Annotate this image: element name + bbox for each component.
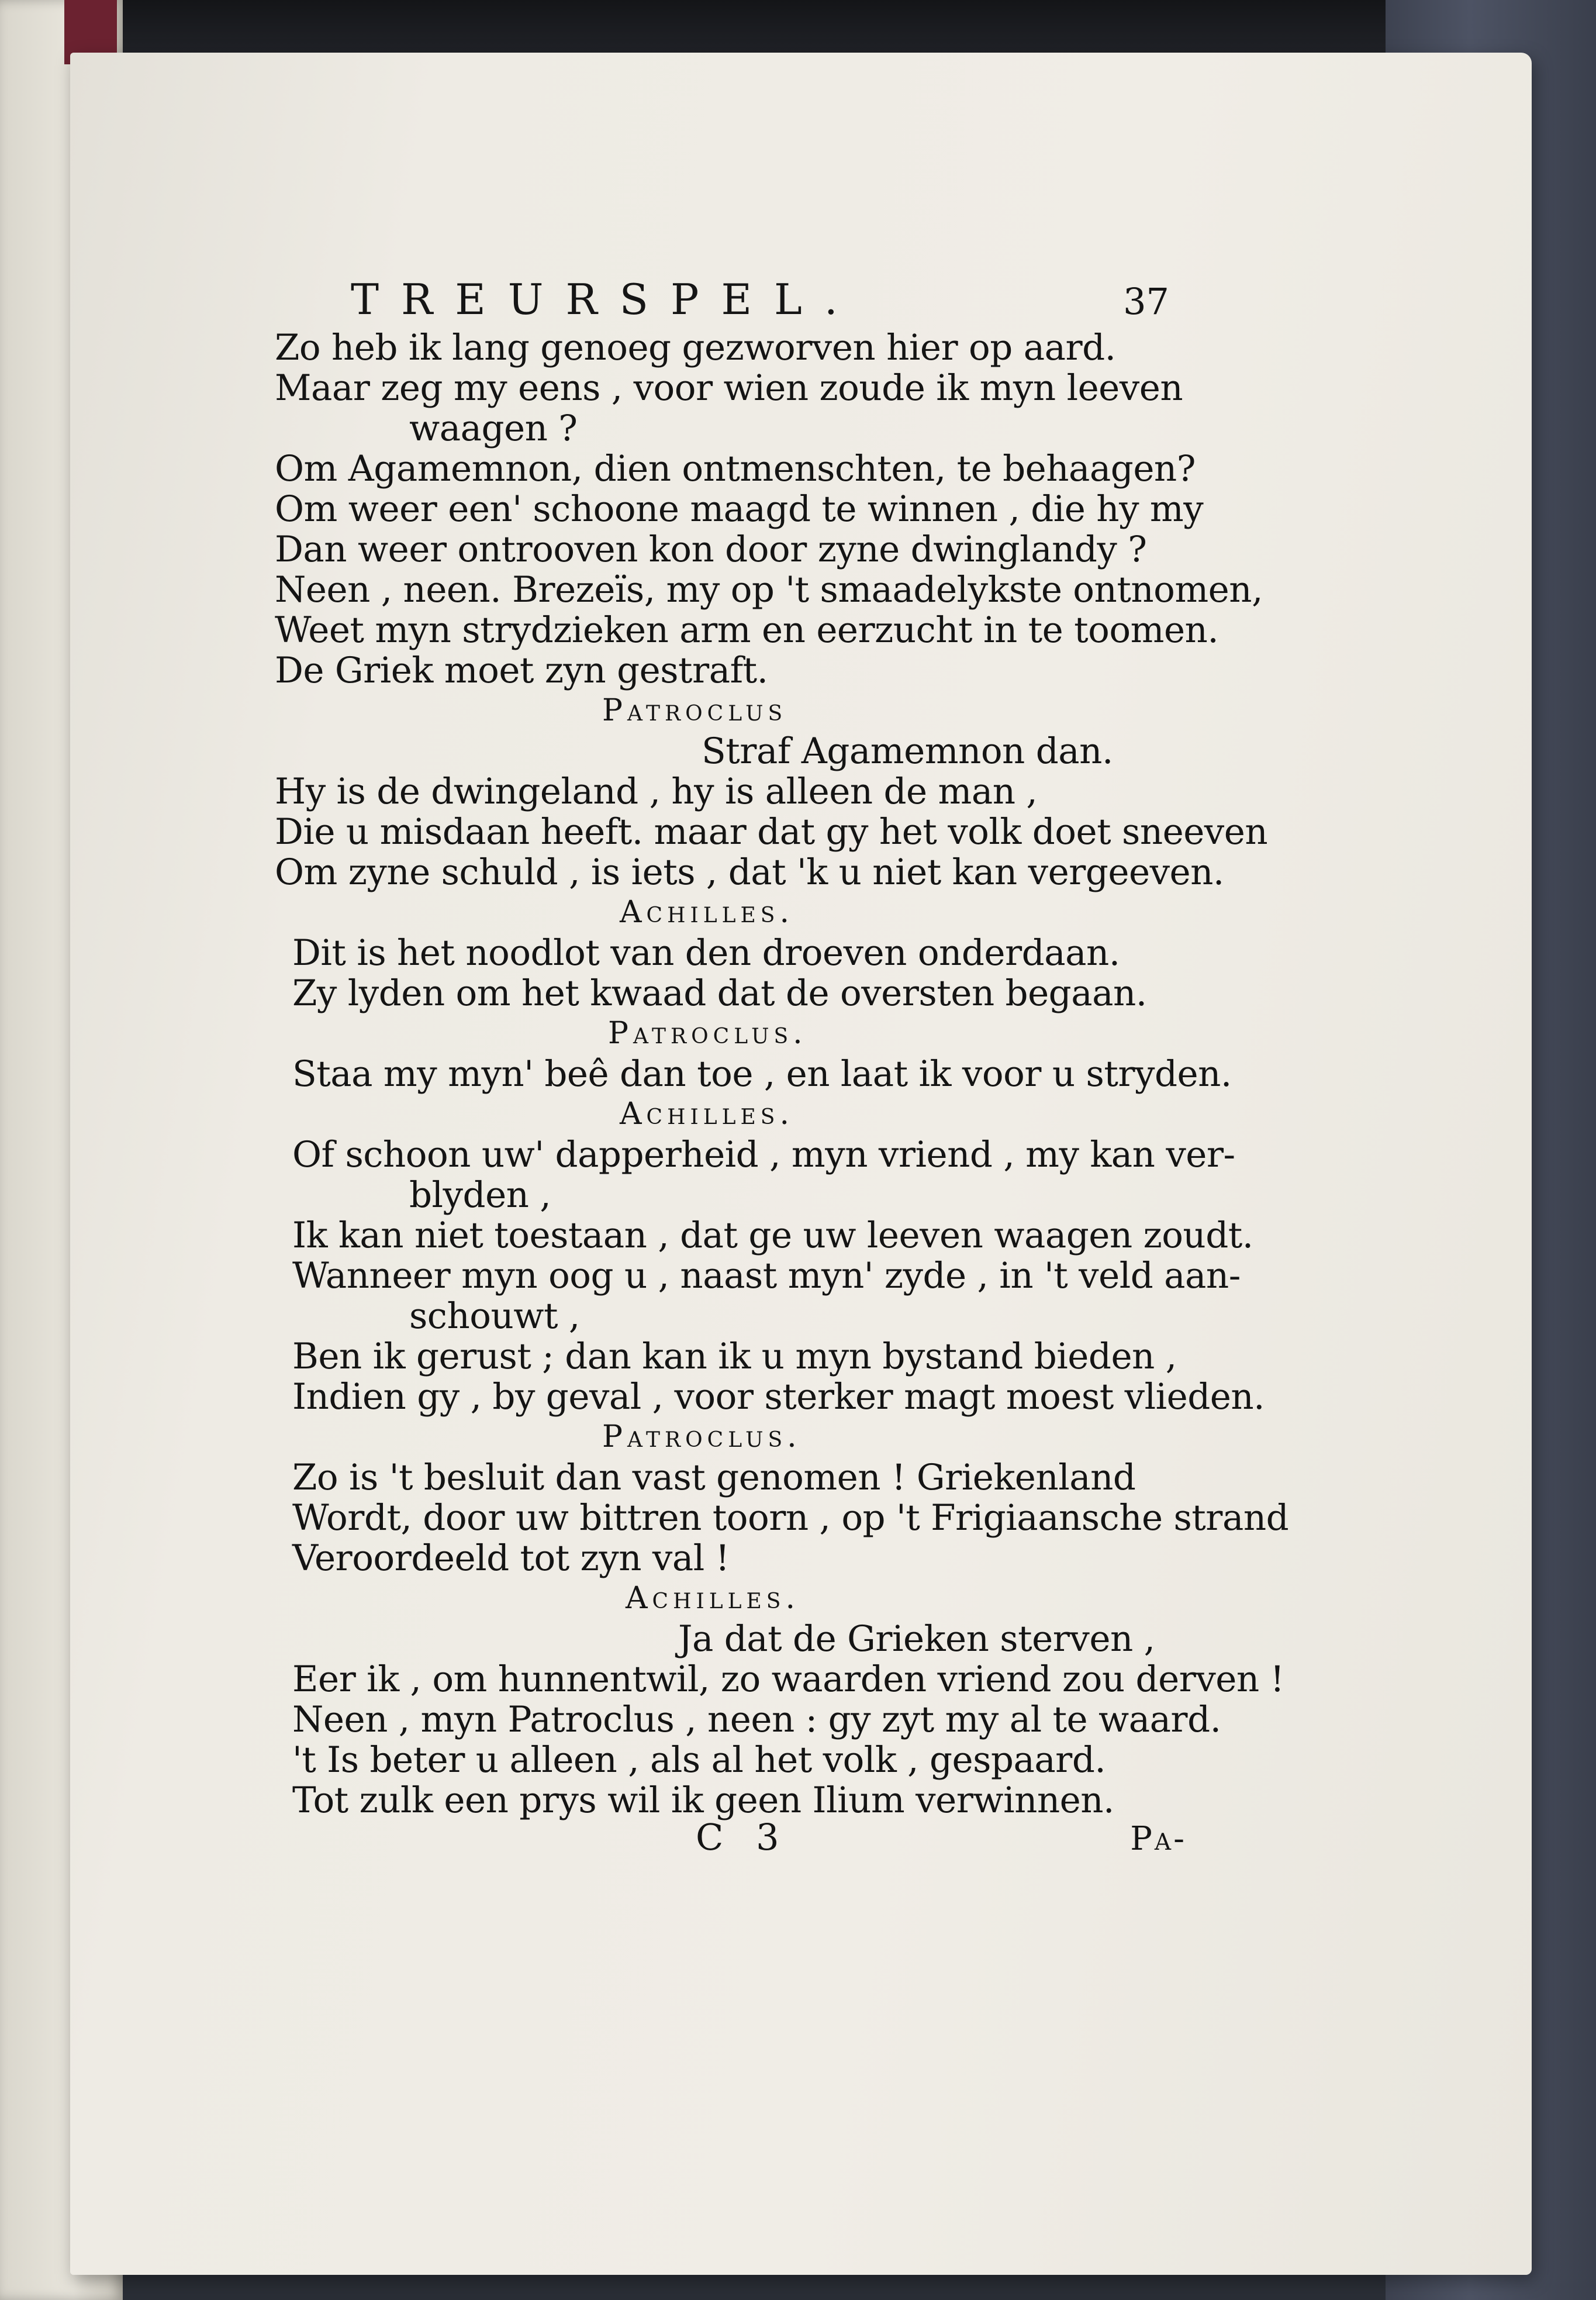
verse-line: Dit is het noodlot van den droeven onderdaan. <box>292 932 1120 974</box>
verse-line: Zy lyden om het kwaad dat de oversten begaan. <box>292 973 1147 1014</box>
verse-line: Dan weer ontrooven kon door zyne dwinglandy ? <box>275 529 1147 570</box>
verse-line: Om weer een' schoone maagd te winnen , die hy my <box>275 488 1204 530</box>
verse-line: Neen , neen. Brezeïs, my op 't smaadelykste ontnomen, <box>275 569 1263 611</box>
verse-line-continuation: blyden , <box>409 1174 551 1216</box>
verse-line: Staa my myn' beê dan toe , en laat ik voor u stryden. <box>292 1053 1232 1095</box>
verse-line-continuation: waagen ? <box>409 408 578 449</box>
verse-line: Veroordeeld tot zyn val ! <box>292 1537 730 1579</box>
verse-line: Ben ik gerust ; dan kan ik u myn bystand bieden , <box>292 1336 1177 1377</box>
verse-line: Zo is 't besluit dan vast genomen ! Griekenland <box>292 1457 1136 1498</box>
speaker-name: Achilles. <box>620 895 794 930</box>
speaker-name: Achilles. <box>626 1581 800 1616</box>
verse-line: Wanneer myn oog u , naast myn' zyde , in 't veld aan- <box>292 1255 1241 1296</box>
verse-line: Ik kan niet toestaan , dat ge uw leeven waagen zoudt. <box>292 1215 1253 1256</box>
verse-line: Of schoon uw' dapperheid , myn vriend , my kan ver- <box>292 1134 1235 1175</box>
speaker-name: Patroclus. <box>602 1419 802 1454</box>
verse-line: Zo heb ik lang genoeg gezworven hier op aard. <box>275 327 1116 368</box>
verse-line: Indien gy , by geval , voor sterker magt moest vlieden. <box>292 1376 1265 1418</box>
verse-line: Wordt, door uw bittren toorn , op 't Frigiaansche strand <box>292 1497 1289 1539</box>
verse-line: Maar zeg my eens , voor wien zoude ik myn leeven <box>275 367 1183 409</box>
verse-line: Neen , myn Patroclus , neen : gy zyt my al te waard. <box>292 1699 1221 1740</box>
verse-line: 't Is beter u alleen , als al het volk , gespaard. <box>292 1739 1106 1781</box>
verse-line: Om Agamemnon, dien ontmenschten, te behaagen? <box>275 448 1196 489</box>
verse-line-continuation: schouwt , <box>409 1295 580 1337</box>
verse-line: Hy is de dwingeland , hy is alleen de man , <box>275 771 1038 812</box>
verse-line: Om zyne schuld , is iets , dat 'k u niet kan vergeeven. <box>275 851 1224 893</box>
running-title: TREURSPEL. <box>351 275 860 324</box>
verse-line: Die u misdaan heeft. maar dat gy het volk doet sneeven <box>275 811 1268 853</box>
verse-line-half: Straf Agamemnon dan. <box>702 730 1113 772</box>
page-footer <box>696 1816 1187 1858</box>
speaker-name: Patroclus. <box>608 1016 807 1051</box>
play-text <box>275 327 1289 1821</box>
running-head <box>351 275 1169 324</box>
verse-line: Tot zulk een prys wil ik geen Ilium verwinnen. <box>292 1780 1114 1821</box>
verse-line: Eer ik , om hunnentwil, zo waarden vriend zou derven ! <box>292 1658 1284 1700</box>
verse-line-half: Ja dat de Grieken sterven , <box>678 1618 1155 1660</box>
speaker-name: Achilles. <box>620 1096 794 1132</box>
signature-mark: C 3 <box>696 1816 790 1858</box>
verse-line: De Griek moet zyn gestraft. <box>275 650 768 691</box>
speaker-name: Patroclus <box>602 693 787 728</box>
catchword: Pa- <box>1130 1820 1187 1858</box>
page-number: 37 <box>1123 280 1169 323</box>
verse-line: Weet myn strydzieken arm en eerzucht in te toomen. <box>275 609 1219 651</box>
